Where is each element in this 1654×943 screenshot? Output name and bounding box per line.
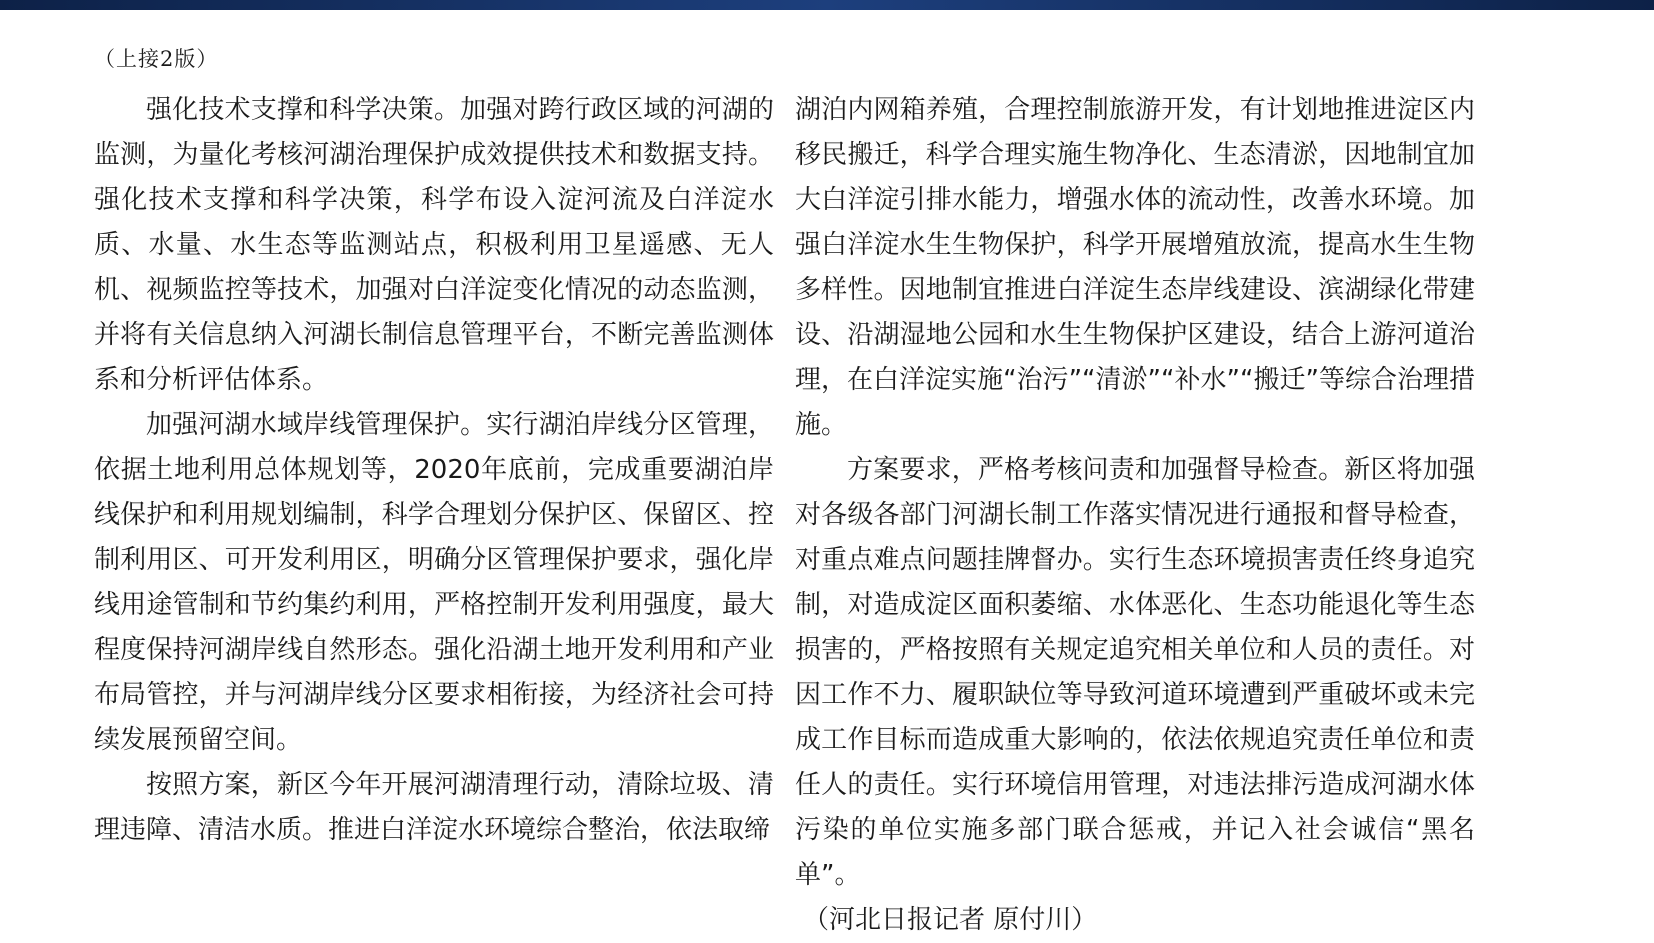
top-decorative-band — [0, 0, 1654, 10]
paragraph-shoreline-management: 加强河湖水域岸线管理保护。实行湖泊岸线分区管理，依据土地利用总体规划等，2020年底前，完成重要湖泊岸线保护和利用规划编制，科学合理划分保护区、保留区、控制利用区、可开发利用区，明确分区管理保护要求，强化岸线用途管制和节约集约利用，严格控制开发利用强度，最大程度保持河湖岸线自然形态。强化沿湖土地开发利用和产业布局管控，并与河湖岸线分区要求相衔接，为经济社会可持续发展预留空间。 — [94, 410, 774, 755]
article-column-right — [795, 88, 1475, 943]
paragraph-cleanup-action: 按照方案，新区今年开展河湖清理行动，清除垃圾、清理违障、清洁水质。推进白洋淀水环境综合整治，依法取缔 — [94, 770, 774, 845]
reporter-byline: （河北日报记者 原付川） — [803, 905, 1098, 935]
continued-from-note: （上接2版） — [94, 47, 219, 71]
article-column-left — [94, 88, 774, 853]
paragraph-tech-support: 强化技术支撑和科学决策。加强对跨行政区域的河湖的监测，为量化考核河湖治理保护成效提供技术和数据支持。强化技术支撑和科学决策，科学布设入淀河流及白洋淀水质、水量、水生态等监测站点，积极利用卫星遥感、无人机、视频监控等技术，加强对白洋淀变化情况的动态监测，并将有关信息纳入河湖长制信息管理平台，不断完善监测体系和分析评估体系。 — [94, 95, 774, 395]
paragraph-cleanup-continued: 湖泊内网箱养殖，合理控制旅游开发，有计划地推进淀区内移民搬迁，科学合理实施生物净化、生态清淤，因地制宜加大白洋淀引排水能力，增强水体的流动性，改善水环境。加强白洋淀水生生物保护，科学开展增殖放流，提高水生生物多样性。因地制宜推进白洋淀生态岸线建设、滨湖绿化带建设、沿湖湿地公园和水生生物保护区建设，结合上游河道治理，在白洋淀实施“治污”“清淤”“补水”“搬迁”等综合治理措施。 — [795, 95, 1475, 440]
paragraph-accountability: 方案要求，严格考核问责和加强督导检查。新区将加强对各级各部门河湖长制工作落实情况进行通报和督导检查，对重点难点问题挂牌督办。实行生态环境损害责任终身追究制，对造成淀区面积萎缩、水体恶化、生态功能退化等生态损害的，严格按照有关规定追究相关单位和人员的责任。对因工作不力、履职缺位等导致河道环境遭到严重破坏或未完成工作目标而造成重大影响的，依法依规追究责任单位和责任人的责任。实行环境信用管理，对违法排污造成河湖水体污染的单位实施多部门联合惩戒，并记入社会诚信“黑名单”。 — [795, 455, 1475, 890]
